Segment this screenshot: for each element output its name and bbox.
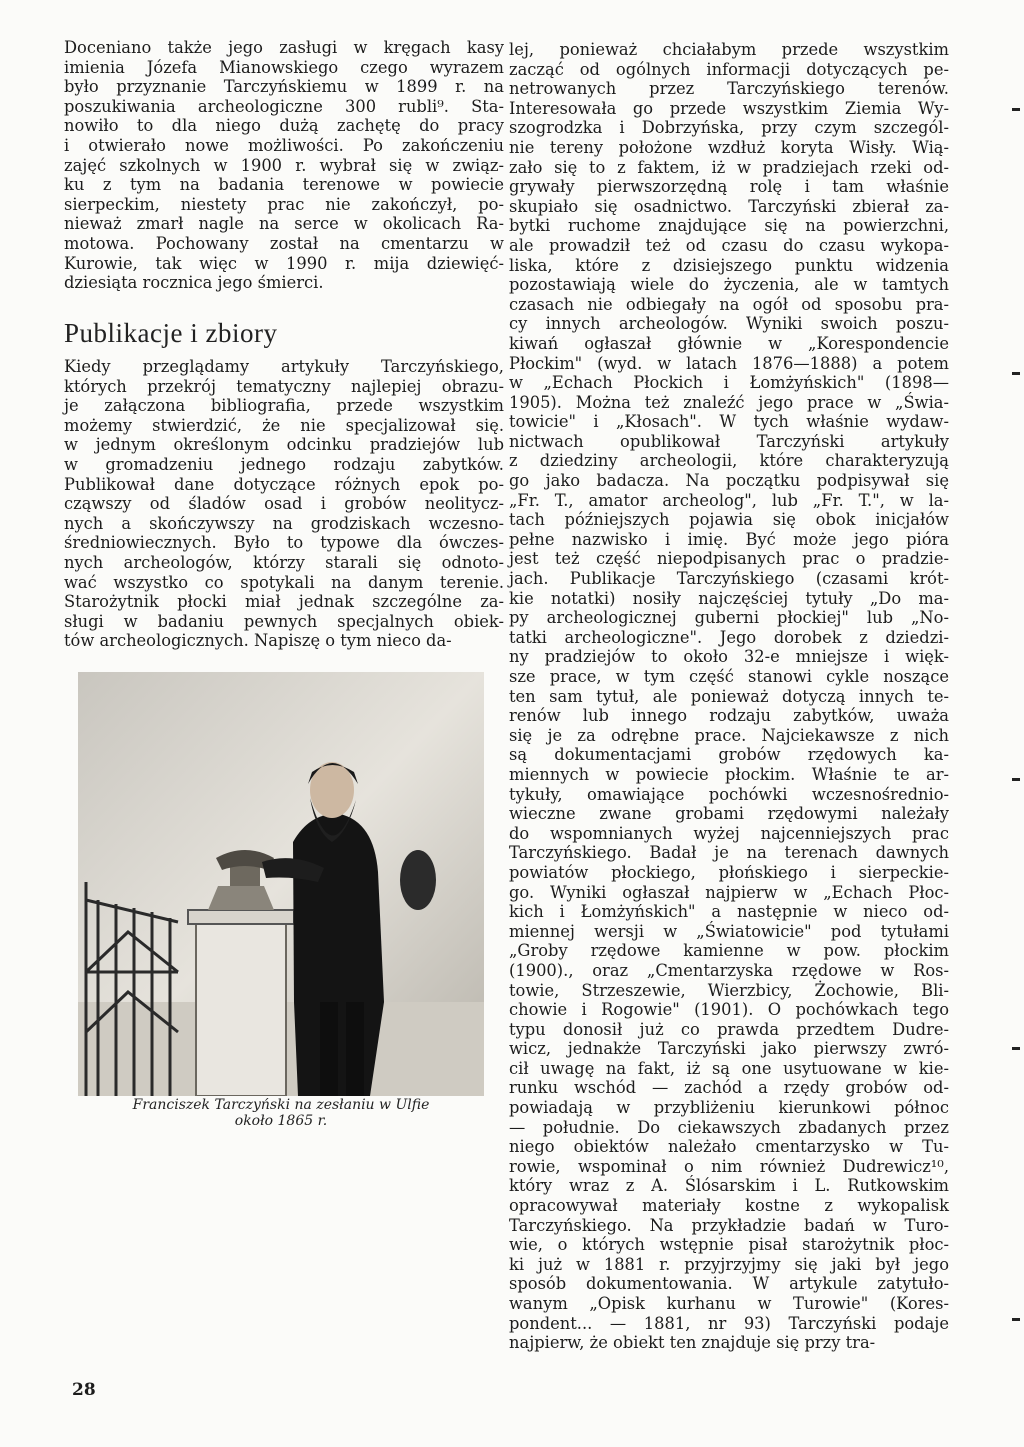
caption-line-1: Franciszek Tarczyński na zesłaniu w Ulfie [132,1097,430,1113]
margin-mark [1012,1318,1020,1321]
page-number: 28 [72,1380,96,1400]
text-line: rowie, wspominał o nim również Dudrewicz¹⁰, [509,1156,949,1176]
text-line: wanym „Opisk kurhanu w Turowie" (Kores- [509,1294,949,1313]
text-line: wicz, jednakże Tarczyński jako pierwszy zwró- [509,1039,949,1059]
text-line: Publikował dane dotyczące różnych epok po- [64,474,504,494]
text-line: było przyznanie Tarczyńskiemu w 1899 r. na [64,77,504,97]
text-line: ki już w 1881 r. przyjrzyjmy się jaki był jego [509,1254,949,1274]
text-line: imienia Józefa Mianowskiego czego wyrazem [64,57,504,77]
margin-mark [1012,372,1020,375]
text-line: sze prace, w tym część stanowi cykle noszące [509,667,949,686]
text-line: opracowywał materiały kostne z wykopalisk [509,1196,949,1216]
text-line: renów lub innego rodzaju zabytków, uważa [509,706,949,726]
text-line: runku wschód — zachód a rzędy grobów od- [509,1078,949,1098]
text-line: jest też część niepodpisanych prac o pradzie- [509,549,949,569]
text-line: Tarczyńskiego. Na przykładzie badań w Turo- [509,1215,949,1235]
text-line: tatki archeologiczne". Jego dorobek z dziedzi- [509,627,949,647]
text-line: wać wszystko co spotykali na danym terenie. [64,572,504,592]
text-line: sposób dokumentowania. W artykule zatytuło- [509,1274,949,1294]
text-line: sługi w badaniu pewnych specjalnych obiek- [64,611,504,631]
text-line: Interesowała go przede wszystkim Ziemia Wy- [509,98,949,118]
text-line: Kurowie, tak więc w 1990 r. mija dziewięć- [64,253,504,273]
portrait-illustration [78,672,484,1096]
text-line: miennych w powiecie płockim. Właśnie te ar- [509,764,949,784]
text-line: zało się to z faktem, iż w pradziejach rzeki od- [509,157,949,177]
text-line: miennej wersji w „Światowicie" pod tytułami [509,921,949,941]
text-line: cy innych archeologów. Wyniki swoich poszu- [509,314,949,334]
text-line: do wspomnianych wyżej najcenniejszych prac [509,823,949,843]
text-line: zacząć od ogólnych informacji dotyczących pe- [509,59,949,79]
text-line: tykuły, omawiające pochówki wczesnośrednio- [509,784,949,804]
text-line: czasach nie odbiegały na ogół od sposobu pra- [509,294,949,314]
text-line: których przekrój tematyczny najlepiej obrazu- [64,376,504,396]
text-line: cząwszy od śladów osad i grobów neolitycz- [64,494,504,514]
text-line: kie notatki) nosiły najczęściej tytuły „Do ma- [509,588,949,608]
portrait-photo [78,672,484,1096]
text-line: bytki ruchome znajdujące się na powierzchni, [509,216,949,236]
text-line: liska, które z dzisiejszego punktu widzenia [509,255,949,275]
text-line: nictwach opublikował Tarczyński artykuły [509,431,949,451]
text-line: towie, Strzeszewie, Wierzbicy, Żochowie, Bli- [509,980,949,1000]
text-line: jach. Publikacje Tarczyńskiego (czasami krót- [509,569,949,589]
text-line: zajęć szkolnych w 1900 r. wybrał się w związ- [64,155,504,175]
text-line: z dziedziny archeologii, które charakteryzują [509,451,949,471]
text-line: Tarczyńskiego. Badał je na terenach dawnych [509,843,949,863]
text-line: dziesiąta rocznica jego śmierci. [64,273,324,293]
text-line: nieważ zmarł nagle na serce w okolicach Ra- [64,214,504,234]
photo-caption [78,1097,484,1129]
text-line: pozostawiają wiele do życzenia, ale w tamtych [509,275,949,295]
text-line: nych a skończywszy na grodziskach wczesno- [64,513,504,533]
text-line: towicie" i „Kłosach". W tych właśnie wydaw- [509,412,949,432]
text-line: Płockim" (wyd. w latach 1876—1888) a potem [509,353,949,373]
text-line: ku z tym na badania terenowe w powiecie [64,175,504,195]
text-line: nych archeologów, którzy starali się odnoto- [64,552,504,572]
text-line: ale prowadził też od czasu do czasu wykopa- [509,235,949,255]
text-line: kich i Łomżyńskich" a następnie w nieco od- [509,902,949,922]
text-line: typu donosił już co prawda przedtem Dudre- [509,1019,949,1039]
right-column-text [509,40,949,1353]
text-line: nie tereny położone wzdłuż koryta Wisły. Wią- [509,137,949,157]
text-line: najpierw, że obiekt ten znajduje się przy tra- [509,1333,876,1353]
margin-mark [1012,1047,1020,1050]
text-line: chowie i Rogowie" (1901). O pochówkach tego [509,1000,949,1020]
text-line: sierpeckim, niestety prac nie zakończył, po- [64,194,504,214]
text-line: są dokumentacjami grobów rzędowych ka- [509,745,949,765]
text-line: je załączona bibliografia, przede wszystkim [64,396,504,416]
text-line: wie, o których wstępnie pisał starożytnik płoc- [509,1235,949,1255]
text-line: „Fr. T., amator archeolog", lub „Fr. T.", w la- [509,490,949,510]
text-line: wieczne zwane grobami rzędowymi należały [509,804,949,824]
text-line: ten sam tytuł, ale ponieważ dotyczą innych te- [509,686,949,706]
text-line: grywały pierwszorzędną rolę i tam właśnie [509,177,949,197]
text-line: pondent... — 1881, nr 93) Tarczyński podaje [509,1313,949,1333]
text-line: Doceniano także jego zasługi w kręgach kasy [64,38,504,57]
text-line: py archeologicznej guberni płockiej" lub „No- [509,608,949,628]
text-line: niego obiektów należało cmentarzysko w Tu- [509,1137,949,1157]
margin-mark [1012,778,1020,781]
text-line: w jednym określonym odcinku pradziejów lub [64,435,504,455]
text-line: motowa. Pochowany został na cmentarzu w [64,233,504,253]
text-line: pełne nazwisko i imię. Być może jego pióra [509,529,949,549]
text-line: (1900)., oraz „Cmentarzyska rzędowe w Ros- [509,960,949,980]
text-line: powiatów płockiego, płońskiego i sierpeckie- [509,862,949,882]
text-line: i otwierało nowe możliwości. Po zakończeniu [64,135,504,155]
text-line: kiwań ogłaszał głównie w „Korespondencie [509,333,949,353]
text-line: w „Echach Płockich i Łomżyńskich" (1898— [509,373,949,393]
text-line: w gromadzeniu jednego rodzaju zabytków. [64,454,504,474]
text-line: powiadają w przybliżeniu kierunkowi północ [509,1098,949,1118]
text-line: tów archeologicznych. Napiszę o tym nieco da- [64,631,452,651]
text-line: Kiedy przeglądamy artykuły Tarczyńskiego, [64,357,504,376]
text-line: skupiało się osadnictwo. Tarczyński zbierał za- [509,196,949,216]
text-line: „Groby rzędowe kamienne w pow. płockim [509,941,949,961]
text-line: Starożytnik płocki miał jednak szczególne za- [64,592,504,612]
text-line: cił uwagę na fakt, iż są one usytuowane w kie- [509,1058,949,1078]
text-line: nowiło to dla niego dużą zachętę do pracy [64,116,504,136]
text-line: 1905). Można też znaleźć jego prace w „Świa- [509,392,949,412]
text-line: netrowanych przez Tarczyńskiego terenów. [509,79,949,99]
text-line: — południe. Do ciekawszych zbadanych przez [509,1117,949,1137]
text-line: szogrodzka i Dobrzyńska, przy czym szczegól- [509,118,949,138]
text-line: go. Wyniki ogłaszał najpierw w „Echach Płoc- [509,882,949,902]
text-line: średniowiecznych. Było to typowe dla ówczes- [64,533,504,553]
text-line: się je za odrębne prace. Najciekawsze z nich [509,725,949,745]
text-line: możemy stwierdzić, że nie specjalizował się. [64,415,504,435]
text-line: tach późniejszych pojawia się obok inicjałów [509,510,949,530]
text-line: go jako badacza. Na początku podpisywał się [509,471,949,491]
text-line: poszukiwania archeologiczne 300 rubli⁹. Sta- [64,96,504,116]
section-heading: Publikacje i zbiory [64,318,278,348]
text-line: lej, ponieważ chciałabym przede wszystkim [509,40,949,59]
text-line: który wraz z A. Ślósarskim i L. Rutkowskim [509,1176,949,1196]
left-column-paragraph-1 [64,38,504,293]
margin-mark [1012,108,1020,111]
left-column-paragraph-2 [64,357,504,651]
caption-line-2: około 1865 r. [234,1113,328,1129]
text-line: ny pradziejów to około 32-e mniejsze i więk- [509,647,949,667]
